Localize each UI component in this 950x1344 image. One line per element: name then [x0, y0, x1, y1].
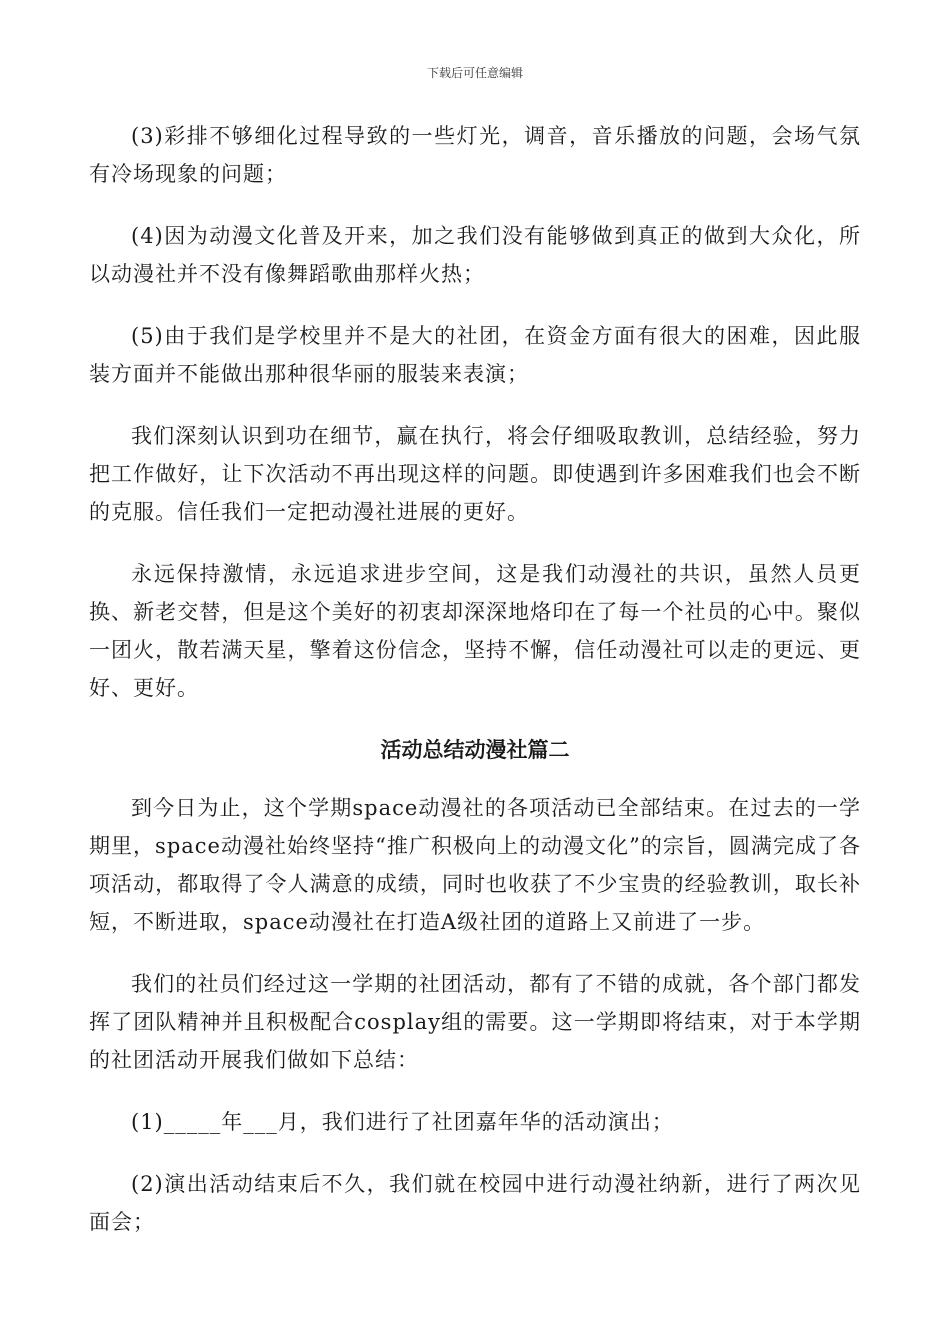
paragraph-passion: 永远保持激情，永远追求进步空间，这是我们动漫社的共识，虽然人员更换、新老交替，但是这个美好的初衷却深深地烙印在了每一个社员的心中。聚似一团火，散若满天星，擎着这份信念，坚持不懈，信任动漫社可以走的更远、更好、更好。	[89, 562, 861, 700]
page-header: 下载后可任意编辑	[426, 66, 523, 80]
paragraph-lessons: 我们深刻认识到功在细节，赢在执行，将会仔细吸取教训，总结经验，努力把工作做好，让下次活动不再出现这样的问题。即使遇到许多困难我们也会不断的克服。信任我们一定把动漫社进展的更好。	[89, 424, 861, 524]
paragraph-3: (3)彩排不够细化过程导致的一些灯光，调音，音乐播放的问题，会场气氛有冷场现象的问题；	[89, 124, 861, 186]
paragraph-5: (5)由于我们是学校里并不是大的社团，在资金方面有很大的困难，因此服装方面并不能做出那种很华丽的服装来表演；	[89, 324, 861, 386]
section-title: 活动总结动漫社篇二	[380, 738, 570, 762]
paragraph-members: 我们的社员们经过这一学期的社团活动，都有了不错的成就，各个部门都发挥了团队精神并且积极配合cosplay组的需要。这一学期即将结束，对于本学期的社团活动开展我们做如下总结：	[89, 972, 861, 1072]
paragraph-intro: 到今日为止，这个学期space动漫社的各项活动已全部结束。在过去的一学期里，space动漫社始终坚持“推广积极向上的动漫文化”的宗旨，圆满完成了各项活动，都取得了令人满意的成绩，同时也收获了不少宝贵的经验教训，取长补短，不断进取，space动漫社在打造A级社团的道路上又前进了一步。	[89, 796, 861, 934]
paragraph-item-2: (2)演出活动结束后不久，我们就在校园中进行动漫社纳新，进行了两次见面会；	[89, 1172, 861, 1234]
paragraph-4: (4)因为动漫文化普及开来，加之我们没有能够做到真正的做到大众化，所以动漫社并不没有像舞蹈歌曲那样火热；	[89, 224, 861, 286]
document-body	[89, 117, 861, 1265]
paragraph-item-1: (1)_____年___月，我们进行了社团嘉年华的活动演出；	[131, 1110, 674, 1134]
